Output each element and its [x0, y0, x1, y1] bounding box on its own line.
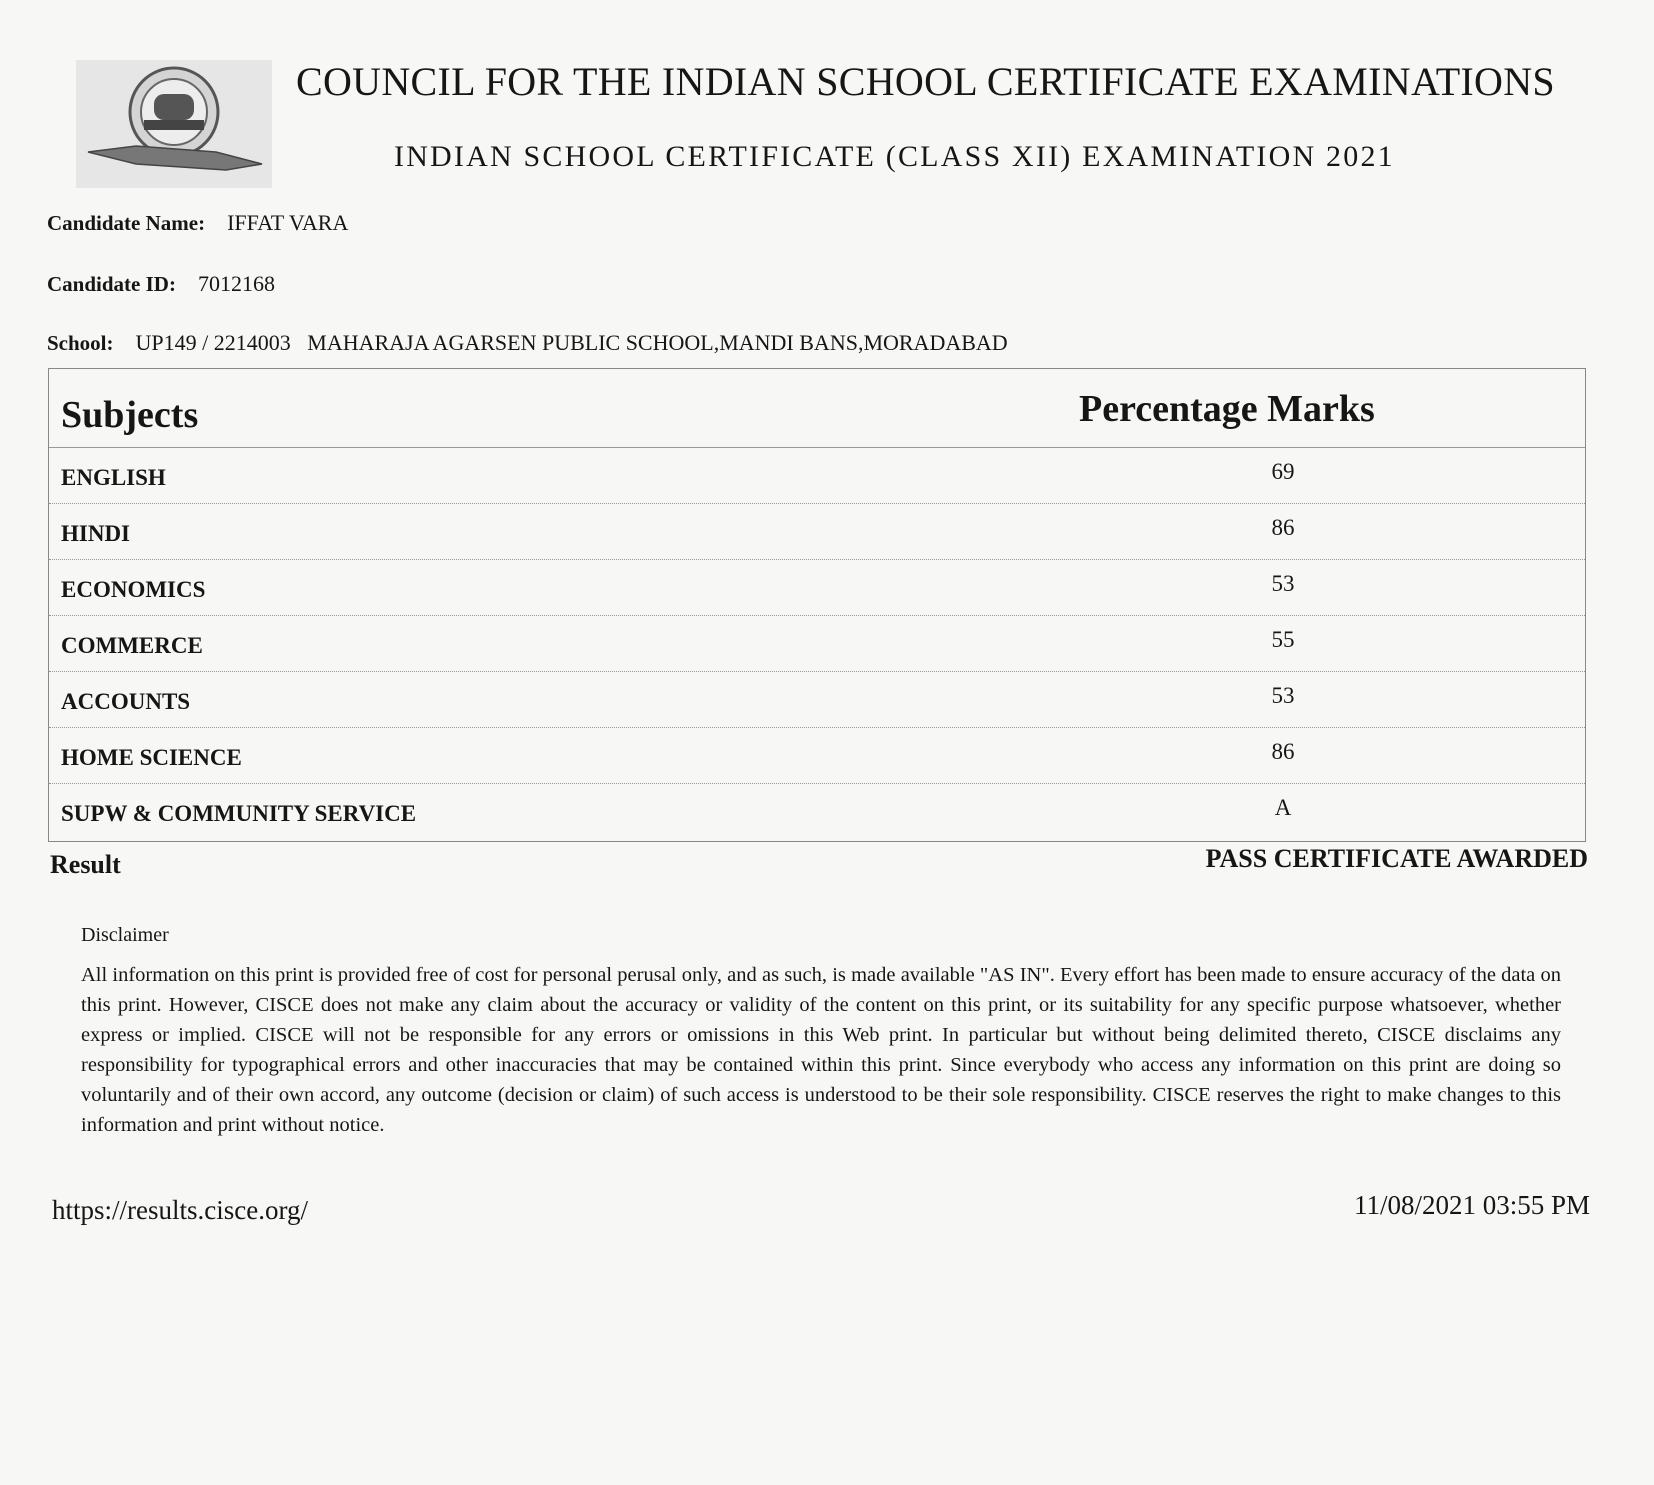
candidate-id: 7012168 — [197, 271, 275, 296]
candidate-name-label: Candidate Name: — [47, 211, 206, 235]
exam-title: INDIAN SCHOOL CERTIFICATE (CLASS XII) EXAMINATION 2021 — [394, 140, 1395, 173]
table-header — [49, 369, 1585, 448]
candidate-name: IFFAT VARA — [227, 210, 349, 235]
subject-name: ECONOMICS — [61, 577, 206, 602]
table-row — [49, 616, 1585, 672]
subject-name: COMMERCE — [61, 633, 203, 658]
disclaimer-title: Disclaimer — [81, 924, 169, 946]
table-row — [49, 560, 1585, 616]
candidate-id-row — [47, 271, 275, 297]
subject-marks: 86 — [1271, 739, 1295, 764]
subject-marks: 86 — [1271, 515, 1295, 540]
subject-marks: 69 — [1271, 459, 1295, 484]
subject-marks: A — [1274, 795, 1292, 820]
subject-name: HINDI — [61, 521, 131, 546]
subject-marks: 53 — [1271, 571, 1295, 596]
result-value: PASS CERTIFICATE AWARDED — [1205, 844, 1588, 873]
table-row — [49, 672, 1585, 728]
disclaimer-text: All information on this print is provided free of cost for personal perusal only, and as such, is made available "AS IN". Every effort has been made to ensure accuracy of the data on this print. However, CISCE does not make any claim about the accuracy or validity of the content on this print, or its suitability for any specific purpose whatsoever, whether express or implied. CISCE will not be responsible for any errors or omissions in this Web print. In particular but without being delimited thereto, CISCE disclaims any responsibility for typographical errors and other inaccuracies that may be contained within this print. Since everybody who access any information on this print are doing so voluntarily and of their own accord, any outcome (decision or claim) of such access is understood to be their sole responsibility. CISCE reserves the right to make changes to this information and print without notice. — [81, 964, 1561, 1136]
cisce-emblem-icon — [76, 60, 272, 188]
subject-marks: 55 — [1271, 627, 1295, 652]
candidate-id-label: Candidate ID: — [47, 272, 176, 296]
percentage-marks-column-header: Percentage Marks — [1079, 388, 1375, 430]
subject-name: HOME SCIENCE — [61, 745, 242, 770]
subject-name: ACCOUNTS — [61, 689, 191, 714]
subject-marks: 53 — [1271, 683, 1295, 708]
table-row — [49, 504, 1585, 560]
result-label: Result — [50, 850, 121, 879]
school-name: UP149 / 2214003 MAHARAJA AGARSEN PUBLIC SCHOOL,MANDI BANS,MORADABAD — [135, 330, 1008, 355]
print-timestamp: 11/08/2021 03:55 PM — [1353, 1190, 1590, 1220]
subject-name: SUPW & COMMUNITY SERVICE — [61, 801, 417, 826]
cisce-logo — [76, 60, 272, 188]
candidate-name-row — [47, 210, 348, 236]
results-url: https://results.cisce.org/ — [52, 1195, 308, 1225]
subject-name: ENGLISH — [61, 465, 166, 490]
school-label: School: — [47, 331, 114, 355]
org-title: COUNCIL FOR THE INDIAN SCHOOL CERTIFICATE EXAMINATIONS — [296, 59, 1555, 104]
school-row — [47, 330, 1008, 356]
marks-table — [48, 368, 1586, 842]
table-row — [49, 728, 1585, 784]
table-row — [49, 784, 1585, 839]
subjects-column-header: Subjects — [61, 394, 199, 436]
table-row — [49, 448, 1585, 504]
